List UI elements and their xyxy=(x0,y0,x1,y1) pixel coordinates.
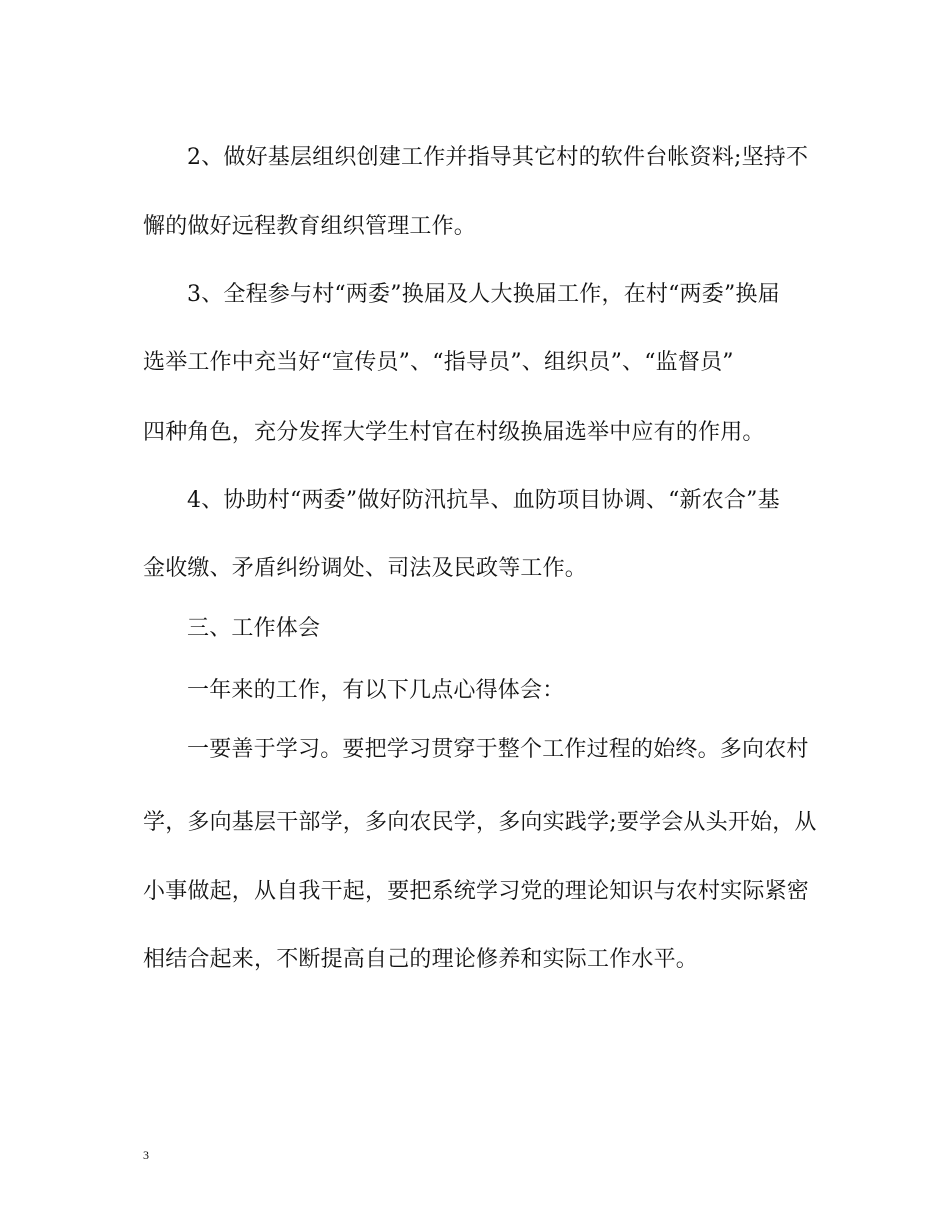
paragraph-line: 选举工作中充当好“宣传员”、“指导员”、组织员”、“监督员” xyxy=(143,350,734,375)
paragraph-line: 四种角色，充分发挥大学生村官在村级换届选举中应有的作用。 xyxy=(143,420,765,445)
paragraph-line: 金收缴、矛盾纠纷调处、司法及民政等工作。 xyxy=(143,556,588,581)
paragraph-line: 学，多向基层干部学，多向农民学，多向实践学;要学会从头开始，从 xyxy=(143,810,817,835)
paragraph-line: 一年来的工作，有以下几点心得体会： xyxy=(187,678,565,703)
paragraph-line: 一要善于学习。要把学习贯穿于整个工作过程的始终。多向农村 xyxy=(187,737,809,762)
paragraph-line: 2、做好基层组织创建工作并指导其它村的软件台帐资料;坚持不 xyxy=(187,145,809,170)
page-number: 3 xyxy=(143,1148,149,1162)
paragraph-line: 3、全程参与村“两委”换届及人大换届工作，在村“两委”换届 xyxy=(187,282,780,307)
section-heading: 三、工作体会 xyxy=(187,616,321,641)
paragraph-line: 4、协助村“两委”做好防汛抗旱、血防项目协调、“新农合”基 xyxy=(187,488,780,513)
paragraph-line: 小事做起，从自我干起，要把系统学习党的理论知识与农村实际紧密 xyxy=(143,879,810,904)
paragraph-line: 懈的做好远程教育组织管理工作。 xyxy=(143,214,477,239)
paragraph-line: 相结合起来，不断提高自己的理论修养和实际工作水平。 xyxy=(143,947,699,972)
